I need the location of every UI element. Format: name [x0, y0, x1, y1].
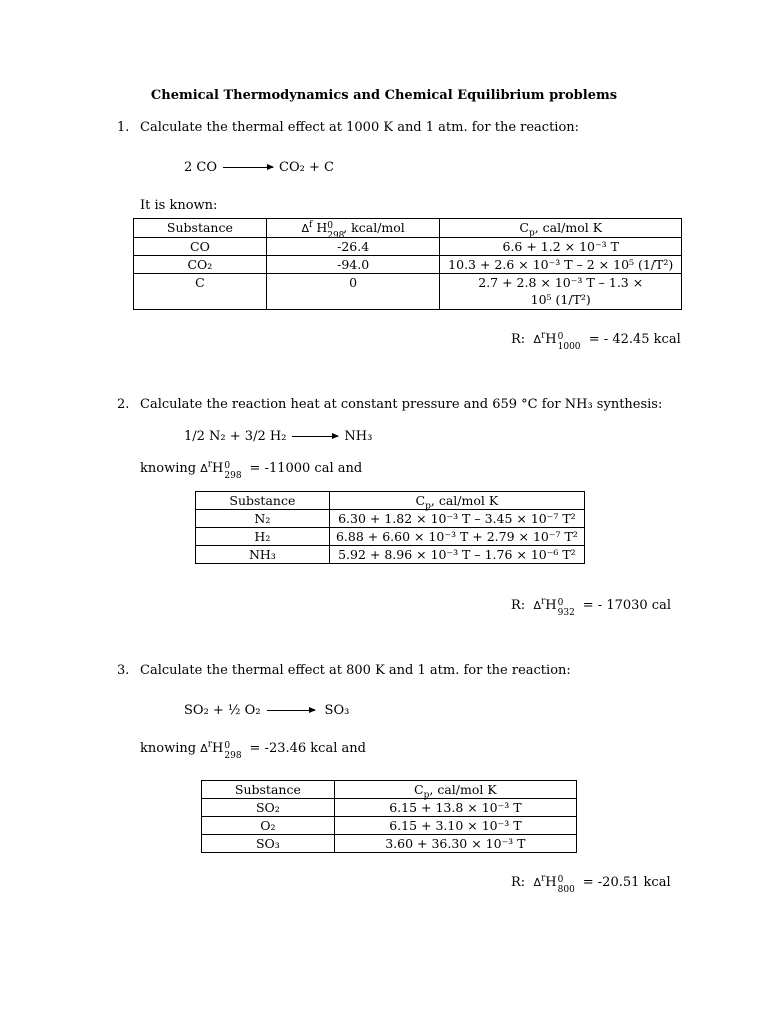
problem-3-table — [201, 780, 577, 853]
table-row: CO₂ -94.0 10.3 + 2.6 × 10⁻³ T – 2 × 10⁵ (1/T²) — [134, 256, 682, 274]
problem-3-knowing: knowing $\Delta^rH$ 0 298 = -23.46 kcal and — [140, 739, 366, 761]
table-row: SO₃ 3.60 + 36.30 × 10⁻³ T — [202, 835, 577, 853]
problem-2-knowing: knowing $\Delta^rH$ 0 298 = -11000 cal and — [140, 459, 363, 481]
reaction-left: 1/2 N₂ + 3/2 H₂ — [184, 429, 287, 444]
table-header-row — [134, 219, 682, 238]
problem-3-number: 3. — [117, 663, 130, 678]
reaction-right: NH₃ — [344, 429, 373, 444]
reaction-right: SO₃ — [324, 703, 350, 718]
table-header-row: Substance $C_p$, cal/mol K — [202, 781, 577, 799]
table-header-row: Substance $C_p$, cal/mol K — [196, 492, 585, 510]
problem-2-result: R: $\Delta^rH$ 0 932 = - 17030 cal — [511, 596, 671, 618]
table-row: H₂ 6.88 + 6.60 × 10⁻³ T + 2.79 × 10⁻⁷ T² — [196, 528, 585, 546]
table-row: CO -26.4 6.6 + 1.2 × 10⁻³ T — [134, 238, 682, 256]
given-label: It is known: — [140, 198, 218, 213]
problem-3-result: R: $\Delta^rH$ 0 800 = -20.51 kcal — [511, 873, 671, 895]
arrow-icon — [267, 710, 315, 711]
problem-1-table — [133, 218, 682, 310]
problem-1-text: Calculate the thermal effect at 1000 K and 1 atm. for the reaction: — [140, 120, 580, 135]
table-row: N₂ 6.30 + 1.82 × 10⁻³ T – 3.45 × 10⁻⁷ T² — [196, 510, 585, 528]
problem-3-text: Calculate the thermal effect at 800 K and 1 atm. for the reaction: — [140, 663, 571, 678]
table-row: SO₂ 6.15 + 13.8 × 10⁻³ T — [202, 799, 577, 817]
problem-1-reaction — [184, 160, 334, 175]
header-substance: Substance — [134, 219, 267, 238]
problem-3-reaction — [184, 703, 349, 718]
problem-2-table — [195, 491, 585, 564]
reaction-left: SO₂ + ½ O₂ — [184, 703, 261, 718]
problem-1-result: R: $\Delta^rH$ 0 1000 = - 42.45 kcal — [511, 330, 681, 352]
reaction-right: CO₂ + C — [279, 160, 334, 175]
arrow-icon — [292, 436, 338, 437]
problem-2-text: Calculate the reaction heat at constant pressure and 659 °C for NH₃ synthesis: — [140, 397, 663, 412]
header-enthalpy: $\Delta^f$ H 0 298 , kcal/mol — [266, 219, 440, 238]
problem-2-number: 2. — [117, 397, 130, 412]
arrow-icon — [223, 167, 273, 168]
page-title: Chemical Thermodynamics and Chemical Equilibrium problems — [150, 88, 618, 103]
reaction-left: 2 CO — [184, 160, 218, 175]
table-row: NH₃ 5.92 + 8.96 × 10⁻³ T – 1.76 × 10⁻⁶ T² — [196, 546, 585, 564]
header-cp: $C_p$, cal/mol K — [440, 219, 682, 238]
problem-2-reaction — [184, 429, 372, 444]
table-row: O₂ 6.15 + 3.10 × 10⁻³ T — [202, 817, 577, 835]
table-row: C 0 2.7 + 2.8 × 10⁻³ T – 1.3 × 10⁵ (1/T²) — [134, 274, 682, 310]
problem-1-number: 1. — [117, 120, 130, 135]
